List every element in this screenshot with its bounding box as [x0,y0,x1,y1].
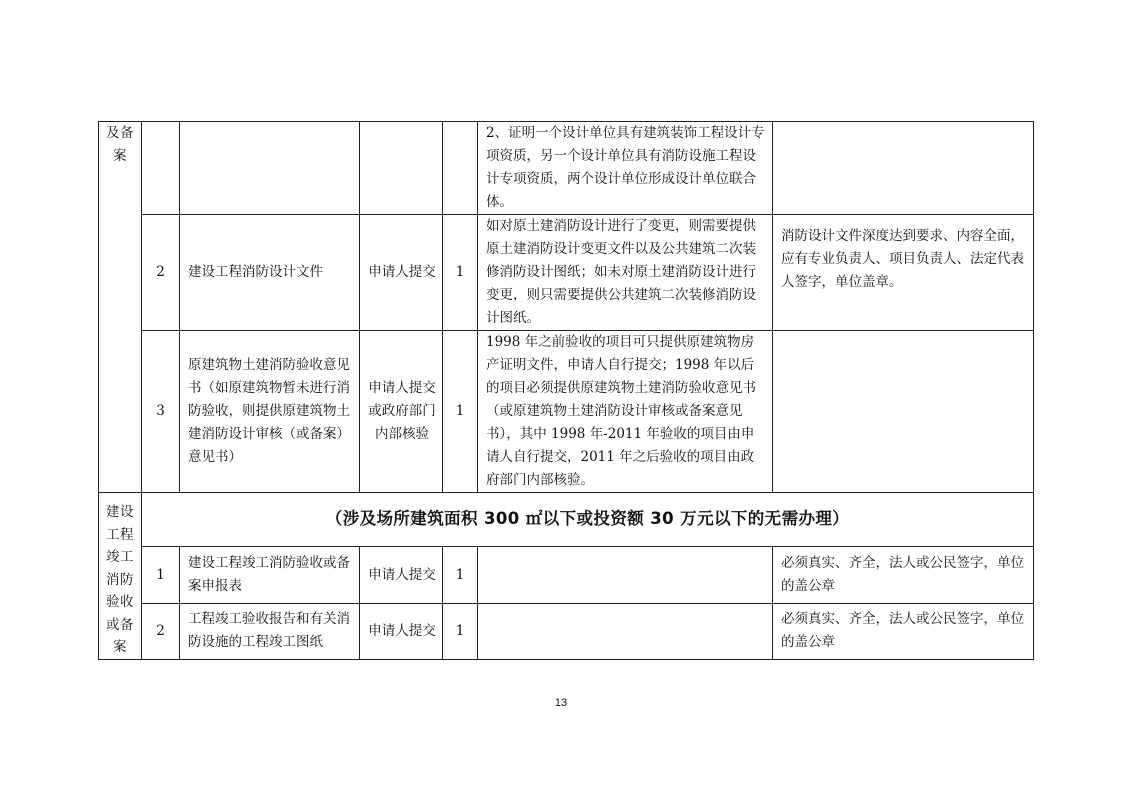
table-row [99,331,1034,493]
source-text: 申请人提交 [368,566,436,583]
material-cell [180,215,360,331]
material-cell [180,122,360,215]
category-cell [99,493,142,660]
table-row [99,215,1034,331]
row-number: 2 [142,215,180,331]
requirement-cell [478,122,773,215]
table-row [99,493,1034,547]
source-cell [360,215,443,331]
table-row [99,603,1034,659]
requirement-cell [478,547,773,604]
quantity-cell: 1 [443,215,478,331]
material-cell [180,331,360,493]
row-number: 2 [142,603,180,659]
source-text: 申请人提交或政府部门内部核验 [368,380,436,442]
material-text: 建设工程竣工消防验收或备案申报表 [188,555,350,595]
standard-cell [773,215,1034,331]
requirement-cell [478,603,773,659]
category-label: 建设工程竣工消防验收或备案 [106,504,134,655]
row-number: 1 [142,547,180,604]
material-cell [180,603,360,659]
source-text: 申请人提交 [368,622,436,639]
page-number: 13 [554,697,568,709]
material-text: 原建筑物土建消防验收意见书（如原建筑物暂未进行消防验收，则提供原建筑物土建消防设计审核（或备案）意见书） [188,357,350,465]
requirement-cell [478,215,773,331]
category-cell [99,122,142,493]
quantity-cell [443,122,478,215]
standard-text: 必须真实、齐全，法人或公民签字，单位的盖公章 [781,555,1024,595]
material-cell [180,547,360,604]
source-cell [360,122,443,215]
notice-banner-cell [142,493,1034,547]
source-cell [360,331,443,493]
standard-cell [773,331,1034,493]
number-cell [142,122,180,215]
quantity-cell: 1 [443,603,478,659]
requirement-text: 1998 年之前验收的项目可只提供原建筑物房产证明文件，申请人自行提交；1998 年以后的项目必须提供原建筑物土建消防验收意见书（或原建筑物土建消防设计审核或备案意见书），其中 1998 年-2011 年验收的项目由申请人自行提交，2011 年之后验收的项目由政府部门内部核验。 [486,334,756,488]
requirement-text: 2、证明一个设计单位具有建筑装饰工程设计专项资质，另一个设计单位具有消防设施工程设计专项资质，两个设计单位形成设计单位联合体。 [486,125,765,210]
source-cell [360,547,443,604]
standard-cell [773,122,1034,215]
quantity-cell: 1 [443,331,478,493]
material-text: 工程竣工验收报告和有关消防设施的工程竣工图纸 [188,611,350,651]
standard-text: 必须真实、齐全，法人或公民签字，单位的盖公章 [781,611,1024,651]
requirement-text: 如对原土建消防设计进行了变更，则需要提供原土建消防设计变更文件以及公共建筑二次装修消防设计图纸；如未对原土建消防设计进行变更，则只需要提供公共建筑二次装修消防设计图纸。 [486,218,756,326]
category-label: 及备案 [106,125,134,164]
source-text: 申请人提交 [368,264,436,280]
quantity-cell: 1 [443,547,478,604]
table-row [99,122,1034,215]
row-number: 3 [142,331,180,493]
requirement-cell [478,331,773,493]
source-cell [360,603,443,659]
standard-cell [773,603,1034,659]
material-text: 建设工程消防设计文件 [188,264,323,280]
standard-text: 消防设计文件深度达到要求、内容全面，应有专业负责人、项目负责人、法定代表人签字，单位盖章。 [781,228,1024,290]
materials-table [98,121,1034,660]
standard-cell [773,547,1034,604]
table-row [99,547,1034,604]
notice-banner: （涉及场所建筑面积 300 ㎡以下或投资额 30 万元以下的无需办理） [325,509,850,529]
